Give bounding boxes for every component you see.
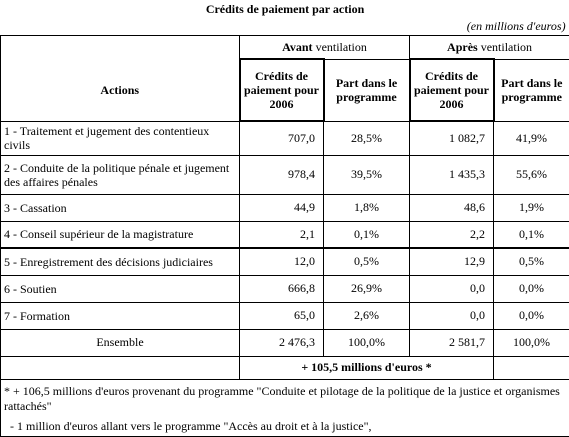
delta-blank-left: [1, 356, 240, 379]
credits-after-header: Crédits de paiement pour 2006: [410, 59, 494, 121]
total-pct-after: 100,0%: [494, 329, 569, 356]
pct-before: 2,6%: [324, 302, 410, 329]
cp-before: 2,1: [240, 221, 324, 248]
table-row: [1, 248, 569, 275]
action-label: 3 - Cassation: [1, 194, 240, 221]
actions-header: Actions: [1, 59, 240, 121]
cp-after: 12,9: [410, 248, 494, 275]
total-pct-before: 100,0%: [324, 329, 410, 356]
action-label: 1 - Traitement et jugement des contentieux civils: [1, 121, 240, 155]
cp-after: 1 082,7: [410, 121, 494, 155]
cp-before: 12,0: [240, 248, 324, 275]
pct-after: 0,0%: [494, 275, 569, 302]
cp-after: 0,0: [410, 302, 494, 329]
pct-before: 26,9%: [324, 275, 410, 302]
cp-before: 44,9: [240, 194, 324, 221]
share-after-header: Part dans le programme: [494, 59, 569, 121]
action-label: 7 - Formation: [1, 302, 240, 329]
table-row: [1, 302, 569, 329]
share-before-header: Part dans le programme: [324, 59, 410, 121]
total-row: [1, 329, 569, 356]
table-row: [1, 275, 569, 302]
cp-before: 978,4: [240, 155, 324, 194]
action-label: 4 - Conseil supérieur de la magistrature: [1, 221, 240, 248]
group-after: Après ventilation: [410, 36, 569, 60]
pct-after: 0,1%: [494, 221, 569, 248]
total-label: Ensemble: [1, 329, 240, 356]
cp-before: 666,8: [240, 275, 324, 302]
credits-before-header: Crédits de paiement pour 2006: [240, 59, 324, 121]
pct-after: 0,5%: [494, 248, 569, 275]
actions-header-top: [1, 36, 240, 60]
action-label: 6 - Soutien: [1, 275, 240, 302]
table-row: [1, 121, 569, 155]
cp-before: 707,0: [240, 121, 324, 155]
total-cp-before: 2 476,3: [240, 329, 324, 356]
delta-total: + 105,5 millions d'euros *: [240, 356, 494, 379]
cp-after: 48,6: [410, 194, 494, 221]
action-label: 2 - Conduite de la politique pénale et jugement des affaires pénales: [1, 155, 240, 194]
pct-before: 1,8%: [324, 194, 410, 221]
cp-after: 0,0: [410, 275, 494, 302]
pct-before: 39,5%: [324, 155, 410, 194]
pct-before: 28,5%: [324, 121, 410, 155]
footnote-2: - 1 million d'euros allant vers le programme "Accès au droit et à la justice",: [1, 416, 569, 437]
table-row: [1, 194, 569, 221]
pct-before: 0,5%: [324, 248, 410, 275]
delta-blank-right: [494, 356, 569, 379]
pct-after: 55,6%: [494, 155, 569, 194]
cp-after: 2,2: [410, 221, 494, 248]
table-row: [1, 221, 569, 248]
pct-after: 0,0%: [494, 302, 569, 329]
pct-before: 0,1%: [324, 221, 410, 248]
unit-note: (en millions d'euros): [1, 18, 569, 36]
pct-after: 1,9%: [494, 194, 569, 221]
group-before: Avant ventilation: [240, 36, 410, 60]
cp-before: 65,0: [240, 302, 324, 329]
cp-after: 1 435,3: [410, 155, 494, 194]
pct-after: 41,9%: [494, 121, 569, 155]
table-row: [1, 155, 569, 194]
total-cp-after: 2 581,7: [410, 329, 494, 356]
footnote-1: * + 106,5 millions d'euros provenant du programme "Conduite et pilotage de la politique de la justice et organismes rattachés": [1, 379, 569, 416]
action-label: 5 - Enregistrement des décisions judiciaires: [1, 248, 240, 275]
table-title: Crédits de paiement par action: [1, 0, 569, 18]
